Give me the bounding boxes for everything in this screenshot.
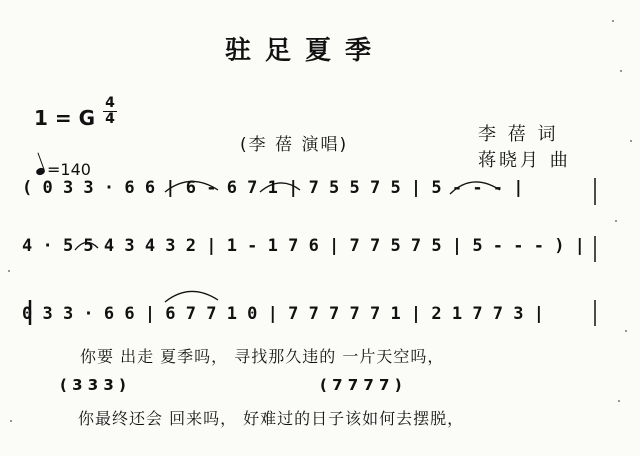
lyric-line-1: 你要 出走 夏季吗， 寻找那久违的 一片天空吗， [80, 347, 445, 366]
notation-text: 4 · 5 5 4 3 4 3 2 | 1 - 1 7 6 | 7 7 5 7 5 | 5 - - - ) | [22, 236, 585, 256]
time-sig-bottom: 4 [105, 111, 115, 127]
lyricist-credit: 李 蓓 词 [478, 124, 559, 145]
notation-text: 0 3 3 · 6 6 | 6 7 7 1 0 | 7 7 7 7 7 1 | 2 1 7 7 3 | [22, 304, 544, 324]
tempo-value: =140 [47, 160, 91, 179]
notation-text: ( 0 3 3 · 6 6 | 6 - 6 7 1 | 7 5 5 7 5 | 5 - - - | [22, 178, 524, 198]
composer-credit: 蒋晓月 曲 [478, 150, 571, 171]
song-title: 驻足夏季 [224, 36, 385, 66]
key-signature: 1 = G [34, 106, 96, 130]
alt-notation-1: ( 3 3 3 ) [60, 376, 126, 394]
lyric-line-2: 你最终还会 回来吗， 好难过的日子该如何去摆脱， [78, 409, 465, 428]
singer-credit: (李 蓓 演唱) [240, 135, 349, 155]
alt-notation-2: ( 7 7 7 7 ) [320, 376, 402, 394]
time-sig-top: 4 [105, 95, 115, 111]
